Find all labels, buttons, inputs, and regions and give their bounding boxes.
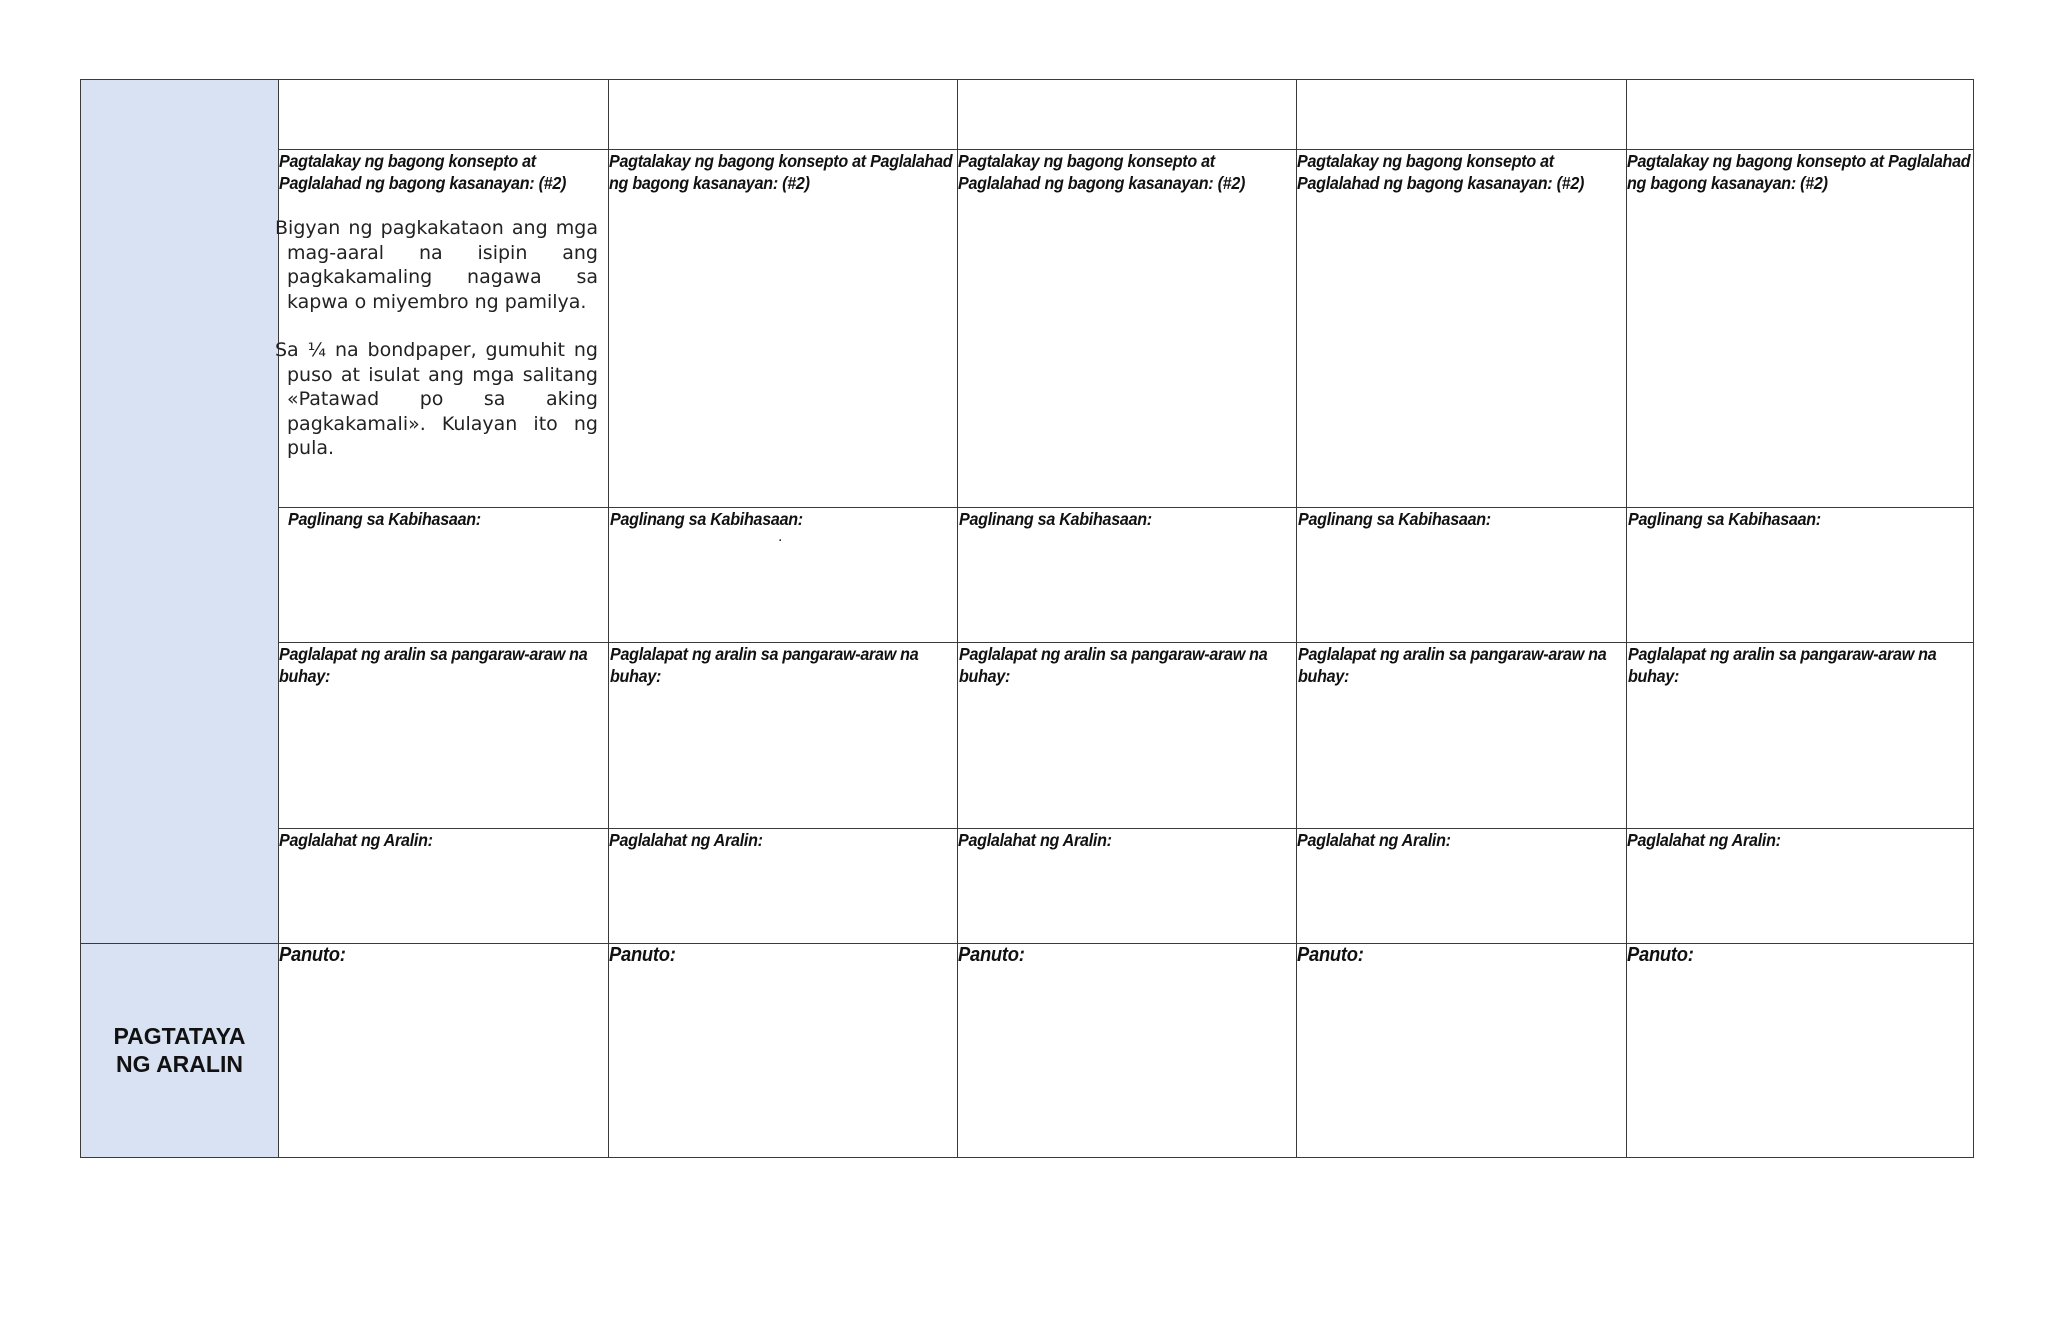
cell-generalization-1 [279, 829, 609, 944]
table-row-mastery [81, 508, 1974, 643]
cell-header: Paglinang sa Kabihasaan: [959, 509, 1152, 529]
side-label-evaluation-overlay [81, 943, 278, 1156]
cell-discussion-3 [958, 150, 1297, 508]
cell-mastery-3 [958, 508, 1297, 643]
activity-text [275, 216, 608, 461]
cell-header: Paglalahat ng Aralin: [279, 830, 433, 850]
section-label: PAGTATAYA NG ARALIN [113, 1023, 246, 1077]
cell-generalization-3 [958, 829, 1297, 944]
table-row-generalization [81, 829, 1974, 944]
cell-generalization-2 [609, 829, 958, 944]
cell-header: Panuto: [1627, 944, 1694, 966]
cell-empty [1627, 80, 1974, 150]
table-row-application [81, 643, 1974, 829]
activity-paragraph: Bigyan ng pagkakataon ang mga mag-aaral na isipin ang pagkakamaling nagawa sa kapwa o miyembro ng pamilya. [275, 217, 598, 313]
cell-empty [279, 80, 609, 150]
cell-header: Paglinang sa Kabihasaan: [288, 509, 481, 529]
cell-discussion-2 [609, 150, 958, 508]
cell-evaluation-2 [609, 944, 958, 1158]
lesson-plan-table [80, 79, 1974, 1158]
cell-header: Paglinang sa Kabihasaan: [1298, 509, 1491, 529]
cell-header: Paglinang sa Kabihasaan: [610, 509, 803, 529]
cell-discussion-4 [1297, 150, 1627, 508]
cell-header: Paglinang sa Kabihasaan: [1628, 509, 1821, 529]
cell-header: Pagtalakay ng bagong konsepto at Paglalahad ng bagong kasanayan: (#2) [1627, 151, 1971, 193]
cell-mastery-5 [1627, 508, 1974, 643]
cell-generalization-4 [1297, 829, 1627, 944]
cell-mastery-1 [279, 508, 609, 643]
cell-mastery-4 [1297, 508, 1627, 643]
cell-header: Panuto: [609, 944, 676, 966]
cell-header: Paglalapat ng aralin sa pangaraw-araw na buhay: [610, 644, 919, 686]
table-row-discussion [81, 150, 1974, 508]
cell-generalization-5 [1627, 829, 1974, 944]
cell-evaluation-4 [1297, 944, 1627, 1158]
cell-header: Paglalahat ng Aralin: [609, 830, 763, 850]
cell-header: Panuto: [1297, 944, 1364, 966]
cell-header: Pagtalakay ng bagong konsepto at Paglalahad ng bagong kasanayan: (#2) [279, 151, 567, 193]
cell-header: Pagtalakay ng bagong konsepto at Paglalahad ng bagong kasanayan: (#2) [1297, 151, 1585, 193]
cell-header: Paglalahat ng Aralin: [1627, 830, 1781, 850]
cell-header: Paglalapat ng aralin sa pangaraw-araw na buhay: [279, 644, 588, 686]
cell-empty [1297, 80, 1627, 150]
table-row-empty-top [81, 80, 1974, 150]
cell-empty [958, 80, 1297, 150]
stray-mark: . [778, 528, 783, 545]
cell-application-5 [1627, 643, 1974, 829]
cell-application-4 [1297, 643, 1627, 829]
cell-header: Pagtalakay ng bagong konsepto at Paglalahad ng bagong kasanayan: (#2) [958, 151, 1246, 193]
table-row-evaluation [81, 944, 1974, 1158]
cell-header: Panuto: [958, 944, 1025, 966]
cell-application-2 [609, 643, 958, 829]
cell-application-3 [958, 643, 1297, 829]
cell-header: Paglalapat ng aralin sa pangaraw-araw na buhay: [1628, 644, 1937, 686]
cell-header: Paglalapat ng aralin sa pangaraw-araw na buhay: [1298, 644, 1607, 686]
cell-header: Paglalahat ng Aralin: [1297, 830, 1451, 850]
cell-header: Panuto: [279, 944, 346, 966]
cell-evaluation-1 [279, 944, 609, 1158]
cell-evaluation-3 [958, 944, 1297, 1158]
cell-header: Paglalahat ng Aralin: [958, 830, 1112, 850]
cell-header: Pagtalakay ng bagong konsepto at Paglalahad ng bagong kasanayan: (#2) [609, 151, 953, 193]
cell-discussion-5 [1627, 150, 1974, 508]
cell-discussion-1 [275, 150, 609, 508]
cell-evaluation-5 [1627, 944, 1974, 1158]
activity-paragraph: Sa ¼ na bondpaper, gumuhit ng puso at isulat ang mga salitang «Patawad po sa aking pagkakamali». Kulayan ito ng pula. [275, 339, 598, 459]
cell-header: Paglalapat ng aralin sa pangaraw-araw na buhay: [959, 644, 1268, 686]
cell-application-1 [279, 643, 609, 829]
cell-mastery-2 [609, 508, 958, 643]
cell-empty [609, 80, 958, 150]
